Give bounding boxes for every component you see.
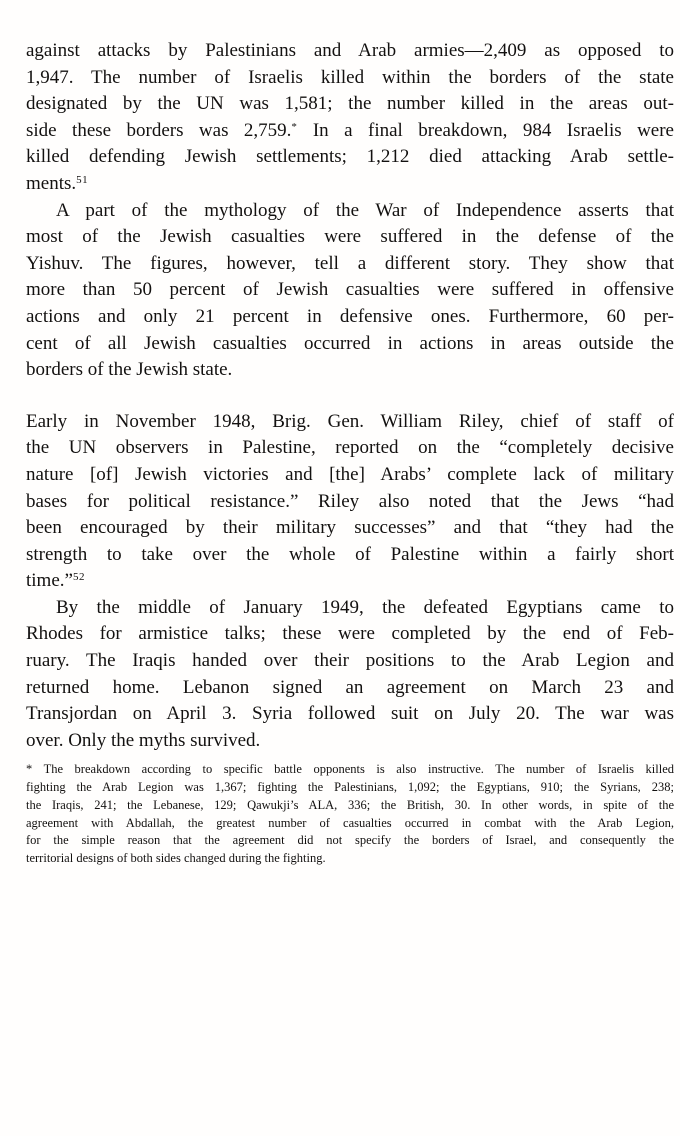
footnote bbox=[26, 761, 674, 867]
text-line: Rhodes for armistice talks; these were completed by the end of Feb- bbox=[26, 623, 674, 645]
text-line: over. Only the myths survived. bbox=[26, 729, 261, 751]
paragraph bbox=[26, 38, 674, 198]
text-line: Early in November 1948, Brig. Gen. William Riley, chief of staff of bbox=[26, 410, 674, 432]
text-line: designated by the UN was 1,581; the number killed in the areas out- bbox=[26, 93, 674, 115]
text-line: the UN observers in Palestine, reported on the “completely decisive bbox=[26, 437, 674, 459]
text-line: bases for political resistance.” Riley also noted that the Jews “had bbox=[26, 490, 674, 512]
text-line: returned home. Lebanon signed an agreement on March 23 and bbox=[26, 676, 674, 698]
text-line: most of the Jewish casualties were suffered in the defense of the bbox=[26, 226, 674, 248]
footnote-ref: 51 bbox=[76, 173, 89, 186]
footnote-line: the Iraqis, 241; the Lebanese, 129; Qawukji’s ALA, 336; the British, 30. In other words, in spite of the bbox=[26, 797, 674, 812]
paragraph bbox=[26, 595, 674, 755]
text-line: actions and only 21 percent in defensive ones. Furthermore, 60 per- bbox=[26, 305, 674, 327]
text-line: cent of all Jewish casualties occurred in actions in areas outside the bbox=[26, 332, 674, 354]
text-line: Yishuv. The figures, however, tell a different story. They show that bbox=[26, 252, 674, 274]
text-line: against attacks by Palestinians and Arab armies—2,409 as opposed to bbox=[26, 40, 674, 61]
footnote-line: territorial designs of both sides changed during the fighting. bbox=[26, 850, 326, 865]
text-line: ments.$^{51}$ bbox=[26, 172, 89, 194]
text-line: borders of the Jewish state. bbox=[26, 359, 233, 381]
text-line: ruary. The Iraqis handed over their positions to the Arab Legion and bbox=[26, 650, 674, 672]
text-line: time.”$^{52}$ bbox=[26, 570, 85, 592]
footnote-line: agreement with Abdallah, the greatest number of casualties occurred in combat with the Arab Legion, bbox=[26, 815, 674, 830]
text-line: side these borders was 2,759.* In a final breakdown, 984 Israelis were bbox=[26, 119, 674, 141]
text-line: killed defending Jewish settlements; 1,212 died attacking Arab settle- bbox=[26, 146, 674, 168]
footnote-ref: * bbox=[291, 120, 298, 133]
text-line: nature [of] Jewish victories and [the] Arabs’ complete lack of military bbox=[26, 463, 674, 485]
text-line: A part of the mythology of the War of Independence asserts that bbox=[56, 199, 674, 221]
footnote-line: fighting the Arab Legion was 1,367; fighting the Palestinians, 1,092; the Egyptians, 910; the Syrians, 238; bbox=[26, 780, 674, 795]
footnote-line: for the simple reason that the agreement did not specify the borders of Israel, and consequently the bbox=[26, 833, 674, 848]
text-line: been encouraged by their military successes” and that “they had the bbox=[26, 517, 674, 539]
text-line: 1,947. The number of Israelis killed within the borders of the state bbox=[26, 66, 674, 88]
text-line: By the middle of January 1949, the defeated Egyptians came to bbox=[56, 596, 674, 618]
footnote-line: * The breakdown according to specific battle opponents is also instructive. The number of Israelis killed bbox=[26, 762, 674, 777]
text-line: strength to take over the whole of Palestine within a fairly short bbox=[26, 543, 674, 565]
paragraph bbox=[26, 198, 674, 384]
text-line: more than 50 percent of Jewish casualties were suffered in offensive bbox=[26, 279, 674, 301]
paragraph bbox=[26, 409, 674, 595]
footnote-ref: 52 bbox=[72, 571, 85, 584]
page-text bbox=[26, 38, 674, 868]
body-paragraphs bbox=[26, 38, 674, 754]
text-line: Transjordan on April 3. Syria followed suit on July 20. The war was bbox=[26, 703, 674, 725]
